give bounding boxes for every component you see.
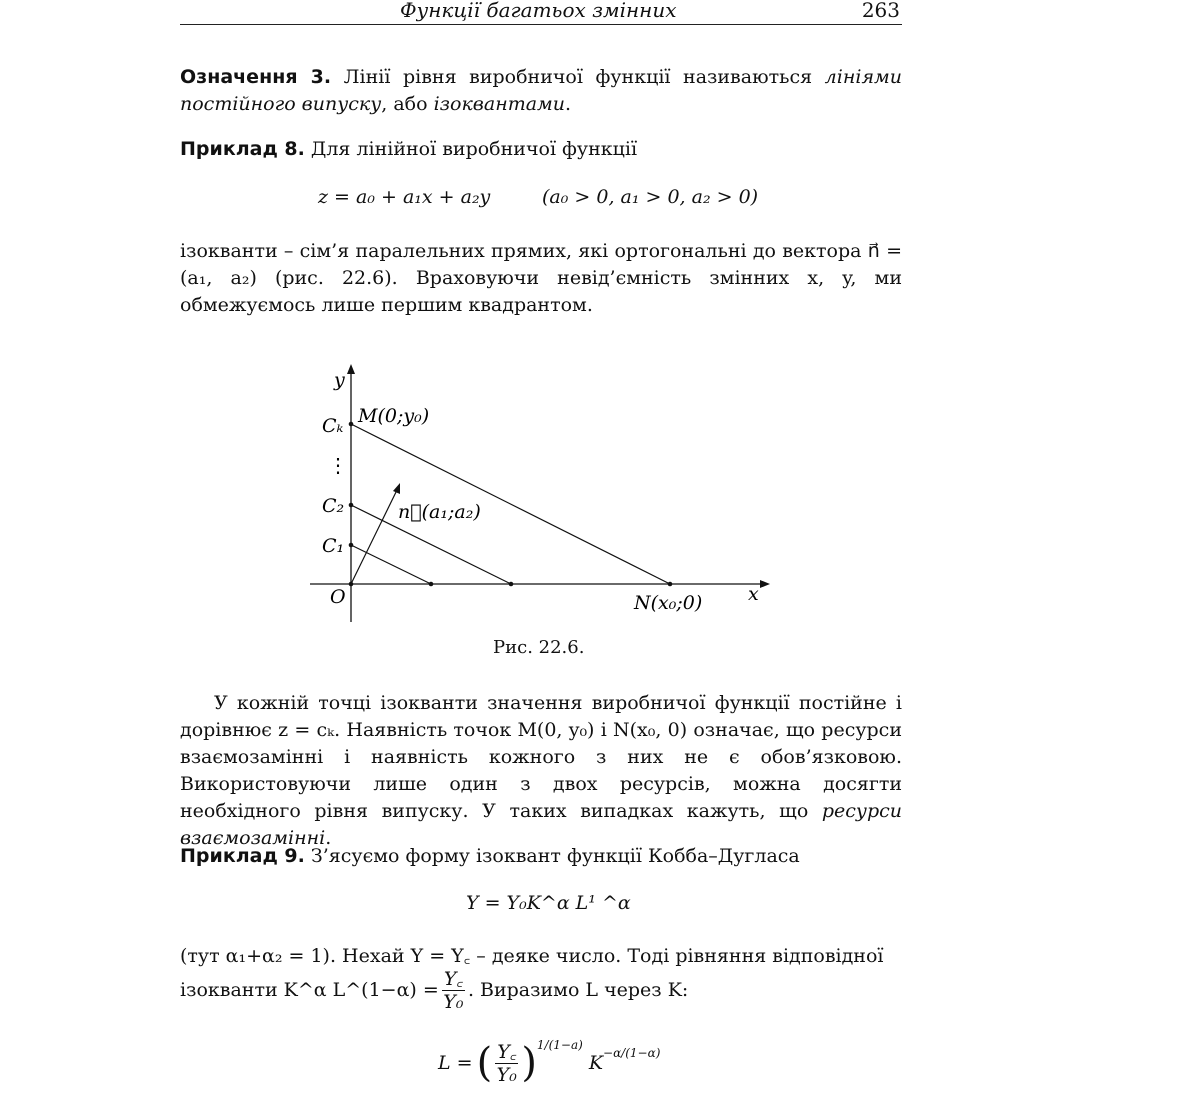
vector-label: n⃗(a₁;a₂) [398,501,481,523]
c2-point [349,503,354,508]
isoquant-paragraph-text: У кожній точці ізокванти значення виробничої функції постійне і дорівнює z = cₖ. Наявність точок M(0, y₀) і N(x₀, 0) означає, що ресурси взаємозамінні і наявність кожного з них не є обов’язковою. Використовуючи лише один з двох ресурсів, можна досягти необхідного рівня випуску. У таких випадках кажуть, що [180,692,902,822]
ck-point [349,422,354,427]
labor-exponent: 1/(1−a) [536,1038,583,1052]
isoquant-c1 [351,545,431,584]
definition-text: Лінії рівня виробничої функції називаються [331,66,825,88]
labor-numerator: Y꜀ [497,1040,517,1063]
vertical-dots: ⋮ [328,453,348,477]
linear-production-formula: z = a₀ + a₁x + a₂y [318,186,491,208]
left-paren: ( [476,1040,493,1086]
example-9-line-2 [180,968,902,1013]
example-9-label: Приклад 9. [180,845,305,867]
definition-3 [180,64,902,118]
figure-caption: Рис. 22.6. [493,637,585,658]
capital-symbol: K [588,1052,604,1074]
example-9-line-1: (тут α₁+α₂ = 1). Нехай Y = Y꜀ – деяке число. Тоді рівняння відповідної [180,945,884,967]
header-title: Функції багатьох змінних [400,0,677,22]
labor-formula [438,1040,660,1086]
origin-point [349,582,354,587]
c1-label: C₁ [322,535,345,557]
isoquant-paragraph-emphasis: ресурси взаємозамінні [180,800,902,849]
c2-x-intercept [509,582,514,587]
page-number: 263 [861,0,900,22]
labor-denominator: Y₀ [496,1063,517,1086]
definition-term-1: лініями постійного випуску [180,66,903,115]
isoquant-paragraph [180,690,902,852]
linear-production-conditions: (a₀ > 0, a₁ > 0, a₂ > 0) [542,186,759,208]
isoquant-paragraph-period: . [325,827,332,849]
definition-term-2: ізоквантами [433,93,566,115]
example-8-paragraph: ізокванти – сім’я паралельних прямих, які ортогональні до вектора n⃗ = (a₁, a₂) (рис. 22.6). Враховуючи невід’ємність змінних x, y, ми обмежуємось лише першим квадрантом. [180,240,902,316]
isoquant-equation-fraction [442,968,465,1013]
right-paren: ) [521,1040,537,1086]
example-9-intro-text: З’ясуємо форму ізоквант функції Кобба–Дугласа [304,845,800,867]
normal-vector [351,488,398,584]
point-m-label: M(0;y₀) [358,405,430,427]
running-header [180,0,902,25]
fraction-denominator: Y₀ [443,991,464,1013]
x-axis-label: x [748,583,759,605]
fraction-numerator: Y꜀ [443,968,463,990]
labor-formula-fraction [495,1041,518,1086]
normal-vector-arrow [393,483,400,494]
c1-x-intercept [429,582,434,587]
figure-22-6 [300,360,780,630]
definition-period: . [565,93,572,115]
example-8-label: Приклад 8. [180,138,305,160]
origin-label: O [330,586,346,608]
example-8-intro-text: Для лінійної виробничої функції [304,138,638,160]
point-n-label: N(x₀;0) [634,592,703,614]
cobb-douglas-formula: Y = Y₀K^α L¹ ^α [466,892,631,914]
c2-label: C₂ [322,495,345,517]
example-8-intro [180,136,902,163]
definition-label: Означення 3. [180,66,332,88]
isoquant-equation-left: ізокванти K^α L^(1−α) = [180,979,439,1001]
c1-point [349,543,354,548]
isoquant-equation-right: . Виразимо L через K: [467,979,689,1001]
y-axis-label: y [334,369,345,391]
ck-label: Cₖ [322,415,344,437]
example-9-intro [180,843,902,870]
capital-exponent: −α/(1−α) [603,1046,661,1060]
y-axis-arrow [347,364,355,374]
definition-connector: , або [381,93,434,115]
x-axis-arrow [760,580,770,588]
labor-formula-lhs: L = [438,1052,473,1074]
n-point [668,582,673,587]
